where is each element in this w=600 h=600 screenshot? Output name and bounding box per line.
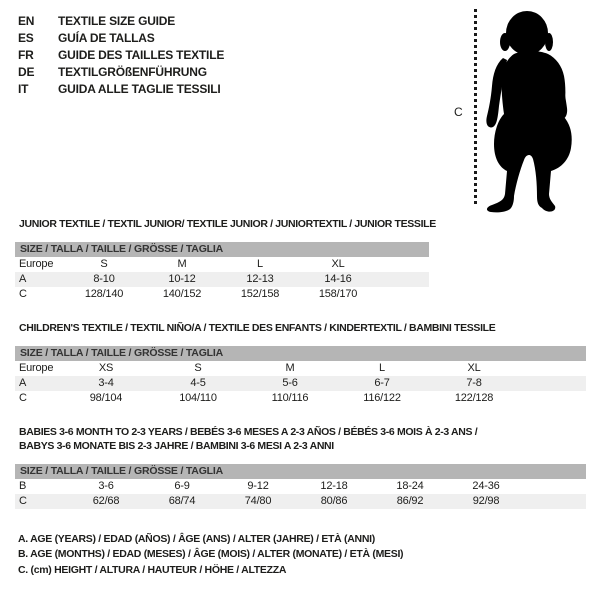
table-title-line: JUNIOR TEXTILE / TEXTIL JUNIOR/ TEXTILE JUNIOR / JUNIORTEXTIL / JUNIOR TESSILE: [19, 218, 436, 230]
table-title: [15, 217, 436, 231]
size-table: [15, 321, 586, 406]
language-code: ES: [18, 31, 34, 45]
size-cell: 80/86: [320, 495, 348, 507]
table-row: [15, 272, 429, 287]
table-title-line: CHILDREN'S TEXTILE / TEXTIL NIÑO/A / TEXTILE DES ENFANTS / KINDERTEXTIL / BAMBINI TESSILE: [19, 322, 496, 334]
size-cell: 3-6: [98, 480, 114, 492]
size-cell: M: [177, 258, 187, 270]
language-title: TEXTILGRÖßENFÜHRUNG: [58, 65, 207, 79]
language-code: IT: [18, 82, 29, 96]
row-label: C: [19, 288, 27, 300]
table-row: [15, 391, 586, 406]
language-title: GUIDA ALLE TAGLIE TESSILI: [58, 82, 221, 96]
size-cell: XL: [467, 362, 481, 374]
size-cell: L: [257, 258, 263, 270]
size-table: [15, 217, 436, 302]
table-row: [15, 494, 586, 509]
size-cell: 128/140: [84, 288, 124, 300]
size-cell: 140/152: [162, 288, 202, 300]
size-cell: 8-10: [93, 273, 115, 285]
size-cell: 12-13: [246, 273, 274, 285]
size-cell: 9-12: [247, 480, 269, 492]
size-cell: 10-12: [168, 273, 196, 285]
size-table: [15, 425, 586, 509]
size-cell: 4-5: [190, 377, 206, 389]
footnote-line: B. AGE (MONTHS) / EDAD (MESES) / ÂGE (MOIS) / ALTER (MONATE) / ETÀ (MESI): [18, 548, 404, 561]
size-cell: 62/68: [92, 495, 120, 507]
size-cell: 86/92: [396, 495, 424, 507]
language-row: [18, 13, 224, 30]
language-title: GUIDE DES TAILLES TEXTILE: [58, 48, 225, 62]
left-ear: [500, 33, 510, 51]
row-label: A: [19, 273, 27, 285]
size-cell: L: [379, 362, 385, 374]
row-label: A: [19, 377, 27, 389]
head: [506, 11, 548, 55]
footnotes: [18, 532, 403, 578]
size-cell: 12-18: [320, 480, 348, 492]
row-label: Europe: [19, 362, 54, 374]
size-cell: 104/110: [179, 392, 217, 404]
size-cell: 18-24: [396, 480, 424, 492]
size-cell: 92/98: [472, 495, 500, 507]
height-measure-dashed-line: [474, 9, 477, 204]
size-cell: XS: [98, 362, 114, 374]
size-cell: 122/128: [454, 392, 494, 404]
language-list: [18, 13, 224, 98]
size-cell: 116/122: [363, 392, 401, 404]
language-row: [18, 47, 224, 64]
size-cell: 158/170: [318, 288, 358, 300]
table-title: [15, 321, 586, 335]
row-label: C: [19, 392, 27, 404]
size-header-bar: SIZE / TALLA / TAILLE / GRÖSSE / TAGLIA: [15, 464, 586, 479]
size-cell: 6-9: [174, 480, 190, 492]
table-title: [15, 425, 586, 453]
row-label: C: [19, 495, 27, 507]
size-cell: M: [285, 362, 295, 374]
row-label: Europe: [19, 258, 54, 270]
table-row: [15, 257, 429, 272]
size-cell: 7-8: [466, 377, 482, 389]
size-cell: 98/104: [89, 392, 123, 404]
size-cell: 3-4: [98, 377, 114, 389]
toddler-silhouette-icon: [484, 8, 584, 213]
size-cell: 68/74: [168, 495, 196, 507]
table-row: [15, 287, 429, 302]
size-cell: 110/116: [271, 392, 309, 404]
table-title-line: BABYS 3-6 MONATE BIS 2-3 JAHRE / BAMBINI 3-6 MESI A 2-3 ANNI: [19, 440, 334, 452]
height-measure-label: C: [454, 105, 463, 119]
size-header-bar: SIZE / TALLA / TAILLE / GRÖSSE / TAGLIA: [15, 242, 429, 257]
table-row: [15, 376, 586, 391]
size-cell: S: [100, 258, 108, 270]
size-cell: 24-36: [472, 480, 500, 492]
size-cell: 152/158: [240, 288, 280, 300]
language-code: DE: [18, 65, 35, 79]
language-row: [18, 64, 224, 81]
language-row: [18, 30, 224, 47]
footnote-line: C. (cm) HEIGHT / ALTURA / HAUTEUR / HÖHE / ALTEZZA: [18, 563, 287, 576]
size-cell: 5-6: [282, 377, 298, 389]
size-cell: 74/80: [244, 495, 272, 507]
size-cell: 14-16: [324, 273, 352, 285]
language-title: GUÍA DE TALLAS: [58, 31, 155, 45]
size-cell: S: [194, 362, 202, 374]
footnote-line: A. AGE (YEARS) / EDAD (AÑOS) / ÂGE (ANS) / ALTER (JAHRE) / ETÀ (ANNI): [18, 533, 375, 545]
language-code: FR: [18, 48, 34, 62]
table-row: [15, 361, 586, 376]
size-cell: XL: [331, 258, 345, 270]
language-title: TEXTILE SIZE GUIDE: [58, 14, 176, 28]
size-header-bar: SIZE / TALLA / TAILLE / GRÖSSE / TAGLIA: [15, 346, 586, 361]
table-title-line: BABIES 3-6 MONTH TO 2-3 YEARS / BEBÉS 3-6 MESES A 2-3 AÑOS / BÉBÉS 3-6 MOIS À 2-3 ANS /: [19, 426, 478, 438]
row-label: B: [19, 480, 27, 492]
language-row: [18, 81, 224, 98]
language-code: EN: [18, 14, 35, 28]
right-ear: [545, 33, 553, 51]
table-row: [15, 479, 586, 494]
size-cell: 6-7: [374, 377, 390, 389]
